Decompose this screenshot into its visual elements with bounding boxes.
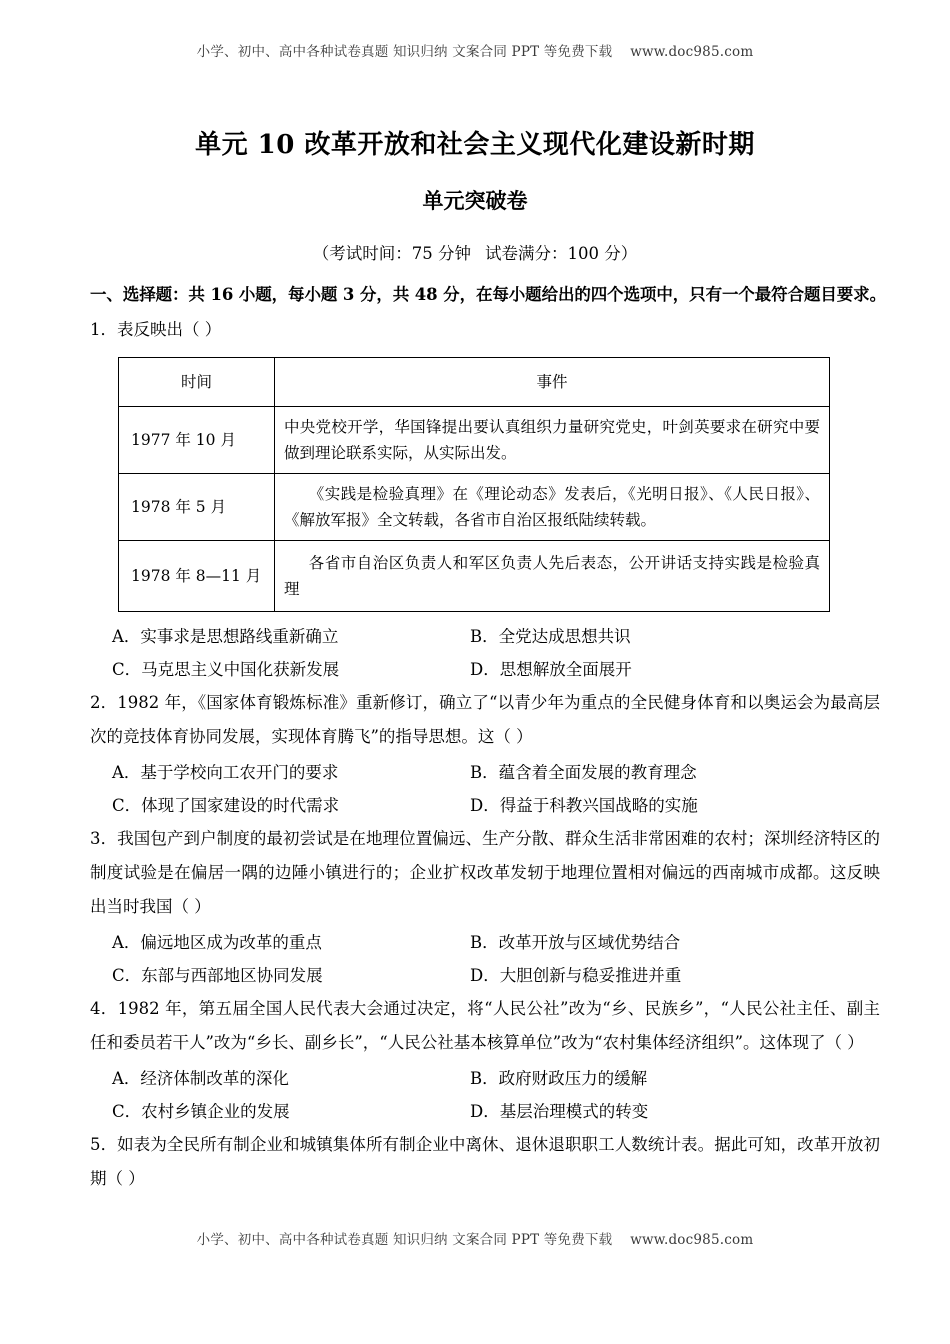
running-header xyxy=(0,40,950,60)
table-header-row xyxy=(119,358,830,407)
question-1-options xyxy=(90,620,880,686)
table-row xyxy=(119,474,830,541)
question-3-options xyxy=(90,926,880,992)
option-row xyxy=(90,1062,880,1095)
question-3-stem: 3．我国包产到户制度的最初尝试是在地理位置偏远、生产分散、群众生活非常困难的农村；深圳经济特区的制度试验是在偏居一隅的边陲小镇进行的；企业扩权改革发轫于地理位置相对偏远的西南城市成都。这反映出当时我国（ ） xyxy=(90,829,880,916)
table-row xyxy=(119,407,830,474)
option-c[interactable]: C．农村乡镇企业的发展 xyxy=(112,1102,290,1121)
table-cell-event: 《实践是检验真理》在《理论动态》发表后，《光明日报》、《人民日报》、《解放军报》全文转载，各省市自治区报纸陆续转载。 xyxy=(275,474,830,541)
question-4 xyxy=(90,992,880,1128)
table-row xyxy=(119,541,830,612)
question-5-stem: 5．如表为全民所有制企业和城镇集体所有制企业中离休、退休退职职工人数统计表。据此可知，改革开放初期（ ） xyxy=(90,1135,880,1188)
option-d[interactable]: D．大胆创新与稳妥推进并重 xyxy=(470,966,682,985)
option-c[interactable]: C．东部与西部地区协同发展 xyxy=(112,966,323,985)
option-d[interactable]: D．基层治理模式的转变 xyxy=(470,1102,649,1121)
question-3 xyxy=(90,822,880,992)
table-cell-time: 1977 年 10 月 xyxy=(119,407,275,474)
option-d[interactable]: D．思想解放全面展开 xyxy=(470,660,632,679)
option-a[interactable]: A．经济体制改革的深化 xyxy=(112,1069,289,1088)
option-row xyxy=(90,756,880,789)
running-header-url: www.doc985.com xyxy=(630,44,754,60)
question-2 xyxy=(90,686,880,822)
table-cell-time: 1978 年 8—11 月 xyxy=(119,541,275,612)
page-title: 单元 10 改革开放和社会主义现代化建设新时期 xyxy=(195,130,755,160)
option-row xyxy=(90,620,880,653)
option-c[interactable]: C．体现了国家建设的时代需求 xyxy=(112,796,340,815)
option-row xyxy=(90,926,880,959)
question-4-stem: 4．1982 年，第五届全国人民代表大会通过决定，将“人民公社”改为“乡、民族乡”，“人民公社主任、副主任和委员若干人”改为“乡长、副乡长”，“人民公社基本核算单位”改为“农村集体经济组织”。这体现了（ ） xyxy=(90,999,880,1052)
option-b[interactable]: B．政府财政压力的缓解 xyxy=(470,1069,648,1088)
option-a[interactable]: A．实事求是思想路线重新确立 xyxy=(112,627,339,646)
option-a[interactable]: A．基于学校向工农开门的要求 xyxy=(112,763,339,782)
table-header-event: 事件 xyxy=(275,358,830,407)
question-1 xyxy=(90,313,880,686)
table-cell-time: 1978 年 5 月 xyxy=(119,474,275,541)
question-1-stem: 1．表反映出（ ） xyxy=(90,320,222,339)
table-cell-event: 各省市自治区负责人和军区负责人先后表态，公开讲话支持实践是检验真理 xyxy=(275,541,830,612)
option-c[interactable]: C．马克思主义中国化获新发展 xyxy=(112,660,340,679)
question-2-stem: 2．1982 年，《国家体育锻炼标准》重新修订，确立了“以青少年为重点的全民健身体育和以奥运会为最高层次的竞技体育协同发展，实现体育腾飞”的指导思想。这（ ） xyxy=(90,693,880,746)
option-a[interactable]: A．偏远地区成为改革的重点 xyxy=(112,933,322,952)
option-row xyxy=(90,789,880,822)
exam-duration: （考试时间：75 分钟 xyxy=(312,244,471,263)
question-5 xyxy=(90,1128,880,1196)
running-header-promo: 小学、初中、高中各种试卷真题 知识归纳 文案合同 PPT 等免费下载 xyxy=(196,44,613,60)
option-b[interactable]: B．改革开放与区域优势结合 xyxy=(470,933,681,952)
question-list xyxy=(90,313,880,1196)
option-row xyxy=(90,653,880,686)
question-1-table-wrap xyxy=(118,357,880,612)
page-subtitle: 单元突破卷 xyxy=(422,188,528,213)
history-timeline-table xyxy=(118,357,830,612)
option-row xyxy=(90,1095,880,1128)
option-b[interactable]: B．蕴含着全面发展的教育理念 xyxy=(470,763,697,782)
table-cell-event: 中央党校开学，华国锋提出要认真组织力量研究党史，叶剑英要求在研究中要做到理论联系实际，从实际出发。 xyxy=(275,407,830,474)
running-footer-promo: 小学、初中、高中各种试卷真题 知识归纳 文案合同 PPT 等免费下载 xyxy=(196,1232,613,1248)
option-d[interactable]: D．得益于科教兴国战略的实施 xyxy=(470,796,698,815)
option-b[interactable]: B．全党达成思想共识 xyxy=(470,627,631,646)
running-footer xyxy=(0,1228,950,1248)
question-2-options xyxy=(90,756,880,822)
exam-info xyxy=(0,240,950,264)
exam-total-score: 试卷满分：100 分） xyxy=(485,244,638,263)
table-header-time: 时间 xyxy=(119,358,275,407)
option-row xyxy=(90,959,880,992)
question-4-options xyxy=(90,1062,880,1128)
running-footer-url: www.doc985.com xyxy=(630,1232,754,1248)
section-heading-multiple-choice: 一、选择题：共 16 小题，每小题 3 分，共 48 分，在每小题给出的四个选项中，只有一个最符合题目要求。 xyxy=(90,285,886,304)
